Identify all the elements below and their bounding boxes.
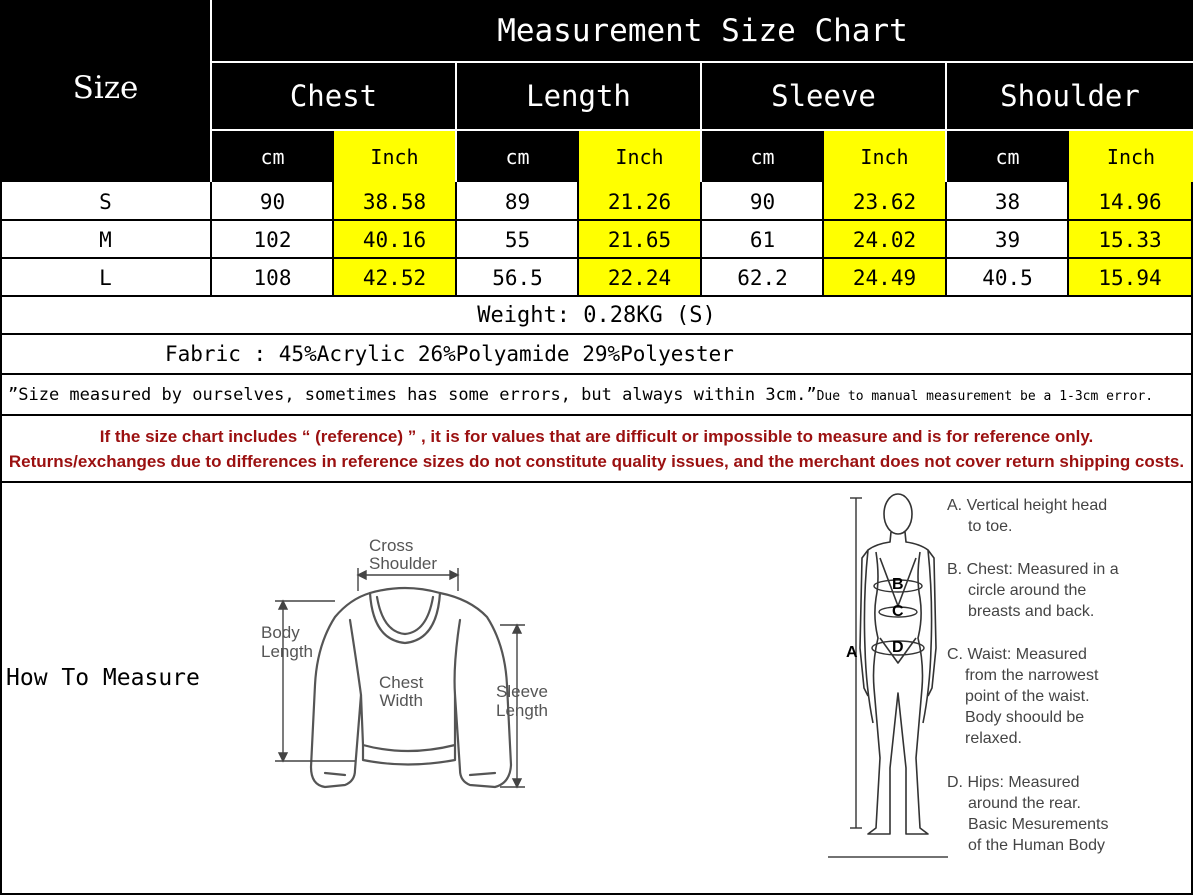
unit-label: cm [505, 144, 530, 169]
unit-label: Inch [370, 144, 419, 169]
how-to-measure-text: How To Measure [6, 665, 200, 691]
size-header-label: Size [72, 70, 139, 106]
body-label-c: C [892, 603, 904, 620]
unit-cm [457, 131, 578, 182]
value: 40.16 [362, 227, 427, 252]
value: 55 [504, 227, 531, 252]
label-line: Width [379, 691, 423, 710]
note-line: point of the waist. [965, 688, 1090, 705]
value: 90 [749, 189, 776, 214]
value-cell [334, 183, 455, 220]
group-length [457, 63, 700, 129]
unit-inch [824, 131, 945, 182]
label-line: Sleeve [496, 682, 548, 701]
value: 23.62 [852, 189, 917, 214]
body-length-label [261, 623, 313, 661]
unit-inch [579, 131, 700, 182]
unit-label: Inch [860, 144, 909, 169]
value: 24.49 [852, 265, 917, 290]
note-line: B. Chest: Measured in a [947, 561, 1119, 578]
value-cell [824, 221, 945, 258]
group-label: Chest [289, 79, 378, 113]
value-cell [947, 259, 1068, 296]
value-cell [334, 221, 455, 258]
note-line: Body shoould be [965, 709, 1085, 726]
size-value: L [99, 265, 112, 290]
note-line: D. Hips: Measured [947, 774, 1080, 791]
value-cell [702, 183, 823, 220]
value-cell [947, 221, 1068, 258]
group-label: Sleeve [771, 79, 876, 113]
value-cell [212, 259, 333, 296]
note-line: Basic Mesurements [968, 816, 1109, 833]
label-line: Chest [379, 673, 424, 692]
size-value: S [99, 189, 112, 214]
unit-inch [1069, 131, 1193, 182]
value: 56.5 [492, 265, 543, 290]
how-to-measure-label [6, 665, 200, 691]
value: 108 [253, 265, 292, 290]
body-note-b [947, 559, 1119, 622]
fabric-text: Fabric : 45%Acrylic 26%Polyamide 29%Polyester [165, 342, 734, 366]
body-label-b: B [892, 576, 904, 593]
body-label-a: A [846, 644, 858, 661]
value-cell [212, 221, 333, 258]
disclaimer-main-text: ”Size measured by ourselves, sometimes has some errors, but always within 3cm.” [8, 385, 817, 405]
disclaimer-small-text: Due to manual measurement be a 1-3cm error. [816, 389, 1154, 404]
fabric-row [165, 336, 734, 372]
value: 61 [749, 227, 776, 252]
reference-note-line: If the size chart includes “ (reference) ” , it is for values that are difficult or impossible to measure and is for reference only. [99, 427, 1094, 446]
reference-note [2, 424, 1191, 474]
unit-label: cm [260, 144, 285, 169]
group-shoulder [947, 63, 1193, 129]
label-line: Body [261, 623, 300, 642]
size-value: M [99, 227, 112, 252]
value-cell [702, 259, 823, 296]
value: 39 [994, 227, 1021, 252]
note-line: C. Waist: Measured [947, 646, 1087, 663]
unit-inch [334, 131, 455, 182]
disclaimer-row [8, 376, 1153, 414]
note-line: relaxed. [965, 730, 1022, 747]
human-body-icon [828, 488, 948, 860]
value-cell [579, 259, 700, 296]
value: 89 [504, 189, 531, 214]
body-note-d [947, 772, 1109, 856]
sleeve-length-label [496, 682, 548, 720]
value: 90 [259, 189, 286, 214]
note-line: around the rear. [968, 795, 1081, 812]
note-line: circle around the [968, 582, 1087, 599]
weight-text: Weight: 0.28KG (S) [477, 302, 716, 328]
value-cell [457, 183, 578, 220]
value-cell [1069, 183, 1191, 220]
value-cell [579, 221, 700, 258]
body-note-c [947, 644, 1098, 749]
size-header [0, 0, 211, 182]
unit-label: Inch [1106, 144, 1156, 169]
body-label-d: D [892, 639, 904, 656]
value: 42.52 [362, 265, 427, 290]
value: 21.65 [607, 227, 672, 252]
note-line: of the Human Body [968, 837, 1105, 854]
value: 24.02 [852, 227, 917, 252]
group-label: Shoulder [1000, 79, 1140, 113]
value-cell [457, 259, 578, 296]
note-line: to toe. [968, 518, 1013, 535]
group-label: Length [526, 79, 631, 113]
reference-note-line: Returns/exchanges due to differences in reference sizes do not constitute quality issues, and the merchant does not cover return shipping costs. [8, 452, 1185, 471]
value: 62.2 [737, 265, 788, 290]
chest-width-label [379, 674, 423, 710]
cross-shoulder-label [369, 537, 437, 573]
value-cell [824, 183, 945, 220]
note-line: from the narrowest [965, 667, 1099, 684]
value-cell [947, 183, 1068, 220]
group-chest [212, 63, 455, 129]
unit-cm [702, 131, 823, 182]
value: 21.26 [607, 189, 672, 214]
value: 15.33 [1098, 227, 1162, 252]
note-line: breasts and back. [968, 603, 1095, 620]
size-cell [0, 183, 211, 220]
value: 40.5 [982, 265, 1033, 290]
label-line: Length [261, 642, 313, 661]
group-sleeve [702, 63, 945, 129]
size-cell [0, 221, 211, 258]
label-line: Cross [369, 536, 414, 555]
value-cell [702, 221, 823, 258]
unit-cm [947, 131, 1068, 182]
sweater-outline-icon [255, 535, 565, 800]
value: 38.58 [362, 189, 427, 214]
sweater-diagram [255, 535, 565, 800]
weight-row [2, 297, 1191, 333]
value: 38 [994, 189, 1021, 214]
chart-title-label: Measurement Size Chart [497, 13, 908, 49]
value: 15.94 [1098, 265, 1162, 290]
size-cell [0, 259, 211, 296]
label-line: Length [496, 701, 548, 720]
unit-label: cm [995, 144, 1020, 169]
value-cell [457, 221, 578, 258]
label-line: Shoulder [369, 554, 438, 573]
value-cell [1069, 221, 1191, 258]
value-cell [334, 259, 455, 296]
unit-cm [212, 131, 333, 182]
value-cell [824, 259, 945, 296]
body-note-a [947, 495, 1107, 537]
value-cell [212, 183, 333, 220]
unit-label: cm [750, 144, 775, 169]
value-cell [1069, 259, 1191, 296]
chart-title [212, 0, 1193, 62]
unit-label: Inch [615, 144, 664, 169]
body-diagram [828, 488, 948, 860]
value-cell [579, 183, 700, 220]
note-line: A. Vertical height head [947, 497, 1108, 514]
value: 14.96 [1098, 189, 1162, 214]
value: 102 [253, 227, 292, 252]
value: 22.24 [607, 265, 672, 290]
